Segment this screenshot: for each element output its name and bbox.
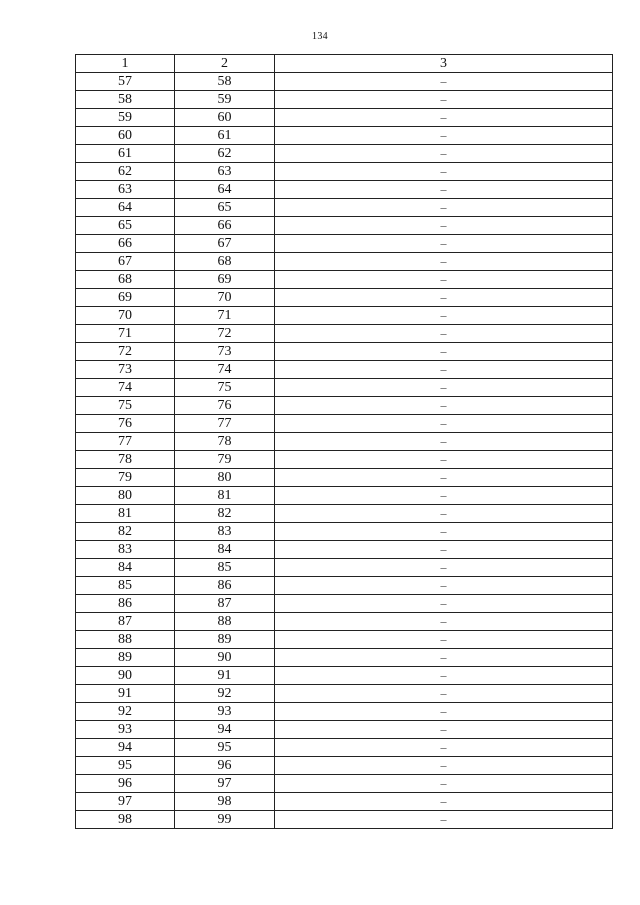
table-row: [76, 487, 613, 505]
table-cell-col-2: 78: [175, 433, 275, 451]
table-cell-col-1: 62: [76, 163, 175, 181]
table-cell-col-1: 57: [76, 73, 175, 91]
table-cell-col-2: 85: [175, 559, 275, 577]
table-row: [76, 703, 613, 721]
table-row: [76, 181, 613, 199]
table-row: [76, 631, 613, 649]
table-row: [76, 397, 613, 415]
table-cell-col-3: –: [275, 271, 613, 289]
table-cell-col-1: 81: [76, 505, 175, 523]
table-cell-col-3: –: [275, 541, 613, 559]
table-cell-col-1: 68: [76, 271, 175, 289]
table-cell-col-2: 90: [175, 649, 275, 667]
table-cell-col-1: 93: [76, 721, 175, 739]
table-cell-col-3: –: [275, 289, 613, 307]
table-cell-col-3: –: [275, 685, 613, 703]
table-cell-col-2: 66: [175, 217, 275, 235]
table-cell-col-2: 98: [175, 793, 275, 811]
table-cell-col-1: 88: [76, 631, 175, 649]
table-row: [76, 523, 613, 541]
table-cell-col-2: 99: [175, 811, 275, 829]
table-cell-col-1: 73: [76, 361, 175, 379]
table-cell-col-1: 77: [76, 433, 175, 451]
table-row: [76, 757, 613, 775]
table-cell-col-1: 70: [76, 307, 175, 325]
table-row: [76, 667, 613, 685]
table-cell-col-2: 96: [175, 757, 275, 775]
table-row: [76, 127, 613, 145]
table-cell-col-2: 76: [175, 397, 275, 415]
table-cell-col-1: 90: [76, 667, 175, 685]
table-cell-col-2: 61: [175, 127, 275, 145]
table-cell-col-3: –: [275, 523, 613, 541]
table-row: [76, 559, 613, 577]
table-cell-col-3: –: [275, 793, 613, 811]
table-cell-col-1: 65: [76, 217, 175, 235]
table-row: [76, 685, 613, 703]
table-body: [76, 73, 613, 829]
table-cell-col-3: –: [275, 703, 613, 721]
table-cell-col-3: –: [275, 379, 613, 397]
table-row: [76, 505, 613, 523]
table-cell-col-2: 84: [175, 541, 275, 559]
table-cell-col-3: –: [275, 451, 613, 469]
column-header-2: 2: [175, 55, 275, 73]
table-cell-col-3: –: [275, 325, 613, 343]
table-cell-col-2: 73: [175, 343, 275, 361]
table-cell-col-3: –: [275, 739, 613, 757]
table-row: [76, 91, 613, 109]
table-row: [76, 595, 613, 613]
table-cell-col-3: –: [275, 307, 613, 325]
table-cell-col-3: –: [275, 721, 613, 739]
table-cell-col-3: –: [275, 73, 613, 91]
table-cell-col-3: –: [275, 811, 613, 829]
table-cell-col-2: 88: [175, 613, 275, 631]
table-cell-col-2: 97: [175, 775, 275, 793]
table-cell-col-2: 58: [175, 73, 275, 91]
table-row: [76, 613, 613, 631]
table-cell-col-2: 69: [175, 271, 275, 289]
table-cell-col-2: 71: [175, 307, 275, 325]
table-cell-col-3: –: [275, 595, 613, 613]
table-row: [76, 343, 613, 361]
table-cell-col-1: 83: [76, 541, 175, 559]
table-cell-col-3: –: [275, 577, 613, 595]
table-cell-col-2: 65: [175, 199, 275, 217]
table-cell-col-2: 82: [175, 505, 275, 523]
table-cell-col-1: 86: [76, 595, 175, 613]
table-header: [76, 55, 613, 73]
table-cell-col-3: –: [275, 433, 613, 451]
table-cell-col-1: 87: [76, 613, 175, 631]
table-row: [76, 451, 613, 469]
table-row: [76, 361, 613, 379]
table-cell-col-2: 62: [175, 145, 275, 163]
table-row: [76, 109, 613, 127]
table-row: [76, 793, 613, 811]
table-row: [76, 379, 613, 397]
table-cell-col-3: –: [275, 757, 613, 775]
table-cell-col-2: 93: [175, 703, 275, 721]
column-header-1: 1: [76, 55, 175, 73]
table-cell-col-1: 96: [76, 775, 175, 793]
table-cell-col-2: 68: [175, 253, 275, 271]
table-cell-col-2: 63: [175, 163, 275, 181]
table-row: [76, 145, 613, 163]
table-row: [76, 163, 613, 181]
table-cell-col-2: 64: [175, 181, 275, 199]
table-cell-col-1: 58: [76, 91, 175, 109]
table-row: [76, 199, 613, 217]
table-cell-col-2: 92: [175, 685, 275, 703]
table-cell-col-2: 83: [175, 523, 275, 541]
table-row: [76, 775, 613, 793]
table-cell-col-1: 60: [76, 127, 175, 145]
table-cell-col-3: –: [275, 91, 613, 109]
column-header-3: 3: [275, 55, 613, 73]
header-row: [76, 55, 613, 73]
table-cell-col-3: –: [275, 235, 613, 253]
table-cell-col-2: 70: [175, 289, 275, 307]
table-cell-col-3: –: [275, 613, 613, 631]
table-cell-col-3: –: [275, 109, 613, 127]
table-row: [76, 307, 613, 325]
table-cell-col-1: 69: [76, 289, 175, 307]
table-cell-col-1: 75: [76, 397, 175, 415]
table-row: [76, 325, 613, 343]
table-cell-col-2: 89: [175, 631, 275, 649]
table-cell-col-2: 60: [175, 109, 275, 127]
table-cell-col-3: –: [275, 667, 613, 685]
table-cell-col-2: 95: [175, 739, 275, 757]
table-cell-col-2: 77: [175, 415, 275, 433]
table-cell-col-1: 72: [76, 343, 175, 361]
table-row: [76, 469, 613, 487]
table-cell-col-1: 64: [76, 199, 175, 217]
table-cell-col-2: 72: [175, 325, 275, 343]
table-cell-col-1: 61: [76, 145, 175, 163]
table-cell-col-3: –: [275, 649, 613, 667]
table-cell-col-3: –: [275, 415, 613, 433]
table-row: [76, 253, 613, 271]
table-cell-col-3: –: [275, 361, 613, 379]
table-cell-col-2: 81: [175, 487, 275, 505]
page-number: 134: [312, 31, 328, 42]
table-cell-col-1: 78: [76, 451, 175, 469]
table-row: [76, 811, 613, 829]
table-cell-col-3: –: [275, 217, 613, 235]
table-cell-col-1: 85: [76, 577, 175, 595]
table-cell-col-3: –: [275, 181, 613, 199]
table-cell-col-3: –: [275, 397, 613, 415]
table-cell-col-1: 91: [76, 685, 175, 703]
table-cell-col-3: –: [275, 127, 613, 145]
table-row: [76, 649, 613, 667]
table-cell-col-3: –: [275, 163, 613, 181]
table-cell-col-3: –: [275, 559, 613, 577]
table-cell-col-2: 67: [175, 235, 275, 253]
table-cell-col-1: 74: [76, 379, 175, 397]
table-cell-col-3: –: [275, 487, 613, 505]
table-cell-col-1: 71: [76, 325, 175, 343]
table-cell-col-2: 59: [175, 91, 275, 109]
table-row: [76, 271, 613, 289]
table-row: [76, 721, 613, 739]
table-cell-col-2: 74: [175, 361, 275, 379]
table-cell-col-1: 76: [76, 415, 175, 433]
table-cell-col-1: 94: [76, 739, 175, 757]
table-row: [76, 235, 613, 253]
table-cell-col-2: 80: [175, 469, 275, 487]
data-table: [75, 54, 613, 829]
table-cell-col-3: –: [275, 469, 613, 487]
table-row: [76, 415, 613, 433]
table-cell-col-2: 75: [175, 379, 275, 397]
table-cell-col-1: 66: [76, 235, 175, 253]
table-cell-col-3: –: [275, 145, 613, 163]
table-cell-col-2: 91: [175, 667, 275, 685]
table-cell-col-1: 63: [76, 181, 175, 199]
table-row: [76, 289, 613, 307]
table-cell-col-1: 80: [76, 487, 175, 505]
table-cell-col-1: 82: [76, 523, 175, 541]
table-row: [76, 433, 613, 451]
table-cell-col-3: –: [275, 631, 613, 649]
table-row: [76, 541, 613, 559]
table-cell-col-1: 95: [76, 757, 175, 775]
table-cell-col-2: 94: [175, 721, 275, 739]
table-cell-col-1: 79: [76, 469, 175, 487]
table-cell-col-3: –: [275, 775, 613, 793]
table-row: [76, 577, 613, 595]
table-cell-col-1: 97: [76, 793, 175, 811]
table-cell-col-1: 92: [76, 703, 175, 721]
table-cell-col-3: –: [275, 199, 613, 217]
table-row: [76, 73, 613, 91]
table-row: [76, 217, 613, 235]
table-row: [76, 739, 613, 757]
table-cell-col-1: 84: [76, 559, 175, 577]
table-cell-col-3: –: [275, 253, 613, 271]
table-cell-col-1: 59: [76, 109, 175, 127]
table-cell-col-1: 98: [76, 811, 175, 829]
table-cell-col-2: 87: [175, 595, 275, 613]
table-cell-col-3: –: [275, 343, 613, 361]
table-cell-col-1: 67: [76, 253, 175, 271]
table-cell-col-1: 89: [76, 649, 175, 667]
table-cell-col-2: 86: [175, 577, 275, 595]
table-cell-col-2: 79: [175, 451, 275, 469]
table-cell-col-3: –: [275, 505, 613, 523]
